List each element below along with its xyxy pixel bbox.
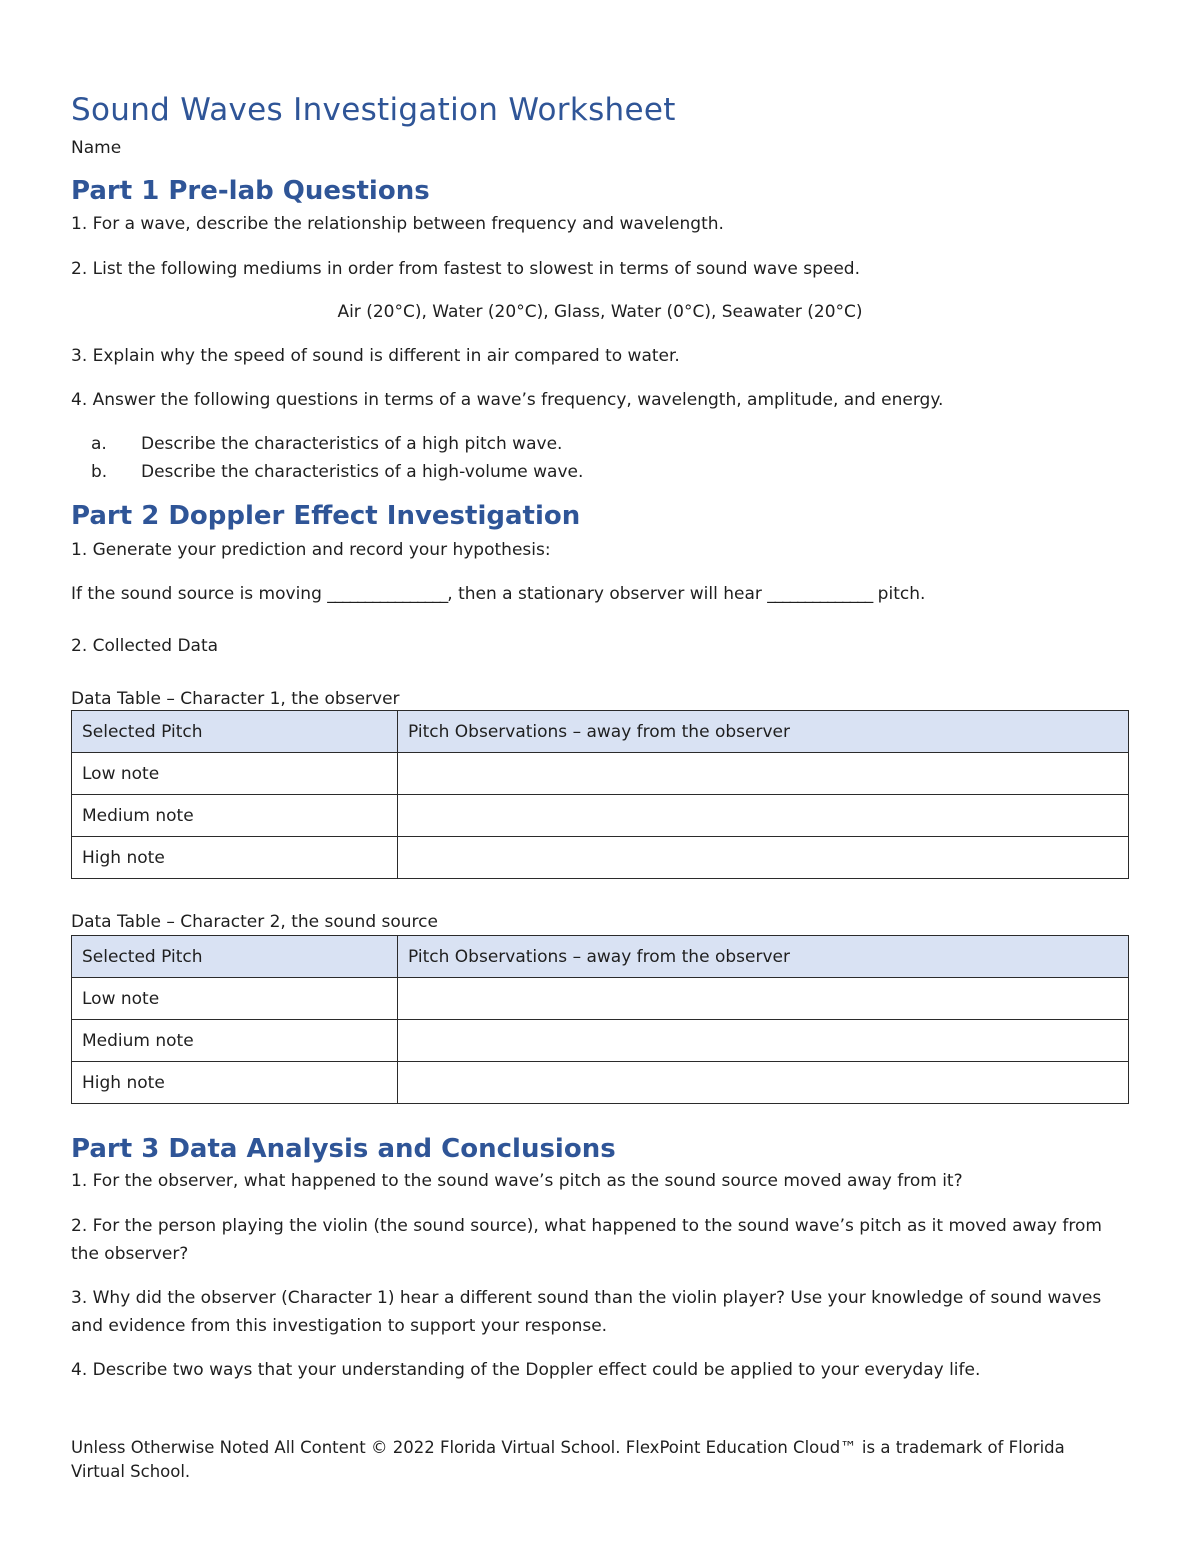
pitch-cell: High note [72,1062,398,1104]
pitch-cell: High note [72,837,398,879]
pitch-cell: Low note [72,978,398,1020]
observation-cell[interactable] [398,978,1129,1020]
table2-caption: Data Table – Character 2, the sound source [71,912,438,932]
part1-question-3: 3. Explain why the speed of sound is different in air compared to water. [71,346,680,366]
hypothesis-text: pitch. [872,584,926,604]
observation-cell[interactable] [398,837,1129,879]
hypothesis-blank-2[interactable]: ______________ [767,584,873,604]
part3-heading: Part 3 Data Analysis and Conclusions [71,1134,616,1164]
table-row [72,1020,1129,1062]
part1-heading: Part 1 Pre-lab Questions [71,176,430,206]
observation-cell[interactable] [398,1062,1129,1104]
mediums-list: Air (20°C), Water (20°C), Glass, Water (0°C), Seawater (20°C) [337,302,863,322]
column-header: Pitch Observations – away from the observer [398,936,1129,978]
column-header: Pitch Observations – away from the observer [398,711,1129,753]
observation-cell[interactable] [398,1020,1129,1062]
part1-question-4b: b. Describe the characteristics of a high-volume wave. [91,462,584,482]
copyright-footer: Unless Otherwise Noted All Content © 2022 Florida Virtual School. FlexPoint Education Cloud™ is a trademark of Florida Virtual School. [71,1438,1065,1481]
column-header: Selected Pitch [72,936,398,978]
table-row [72,1062,1129,1104]
pitch-cell: Low note [72,753,398,795]
observation-cell[interactable] [398,795,1129,837]
sub-question-text: Describe the characteristics of a high pitch wave. [141,434,563,454]
part2-question-2: 2. Collected Data [71,636,219,656]
part3-question-4: 4. Describe two ways that your understanding of the Doppler effect could be applied to your everyday life. [71,1360,981,1380]
name-label: Name [71,138,122,158]
column-header: Selected Pitch [72,711,398,753]
table1-caption: Data Table – Character 1, the observer [71,689,400,709]
pitch-cell: Medium note [72,795,398,837]
part1-question-1: 1. For a wave, describe the relationship between frequency and wavelength. [71,214,724,234]
part3-question-3: 3. Why did the observer (Character 1) hear a different sound than the violin player? Use your knowledge of sound waves and evidence from this investigation to support your response. [71,1288,1102,1336]
part1-question-4: 4. Answer the following questions in terms of a wave’s frequency, wavelength, amplitude, and energy. [71,390,944,410]
page-title: Sound Waves Investigation Worksheet [71,92,676,128]
part1-question-2: 2. List the following mediums in order from fastest to slowest in terms of sound wave speed. [71,259,860,279]
part1-question-4a: a. Describe the characteristics of a high pitch wave. [91,434,563,454]
hypothesis-text: If the sound source is moving [71,584,328,604]
table-row [72,978,1129,1020]
observer-data-table [71,710,1129,879]
hypothesis-statement [71,583,925,605]
hypothesis-text: , then a stationary observer will hear [447,584,768,604]
observation-cell[interactable] [398,753,1129,795]
part3-question-1: 1. For the observer, what happened to the sound wave’s pitch as the sound source moved away from it? [71,1171,963,1191]
table-row [72,753,1129,795]
part3-question-2: 2. For the person playing the violin (the sound source), what happened to the sound wave’s pitch as it moved away from the observer? [71,1216,1102,1264]
part2-heading: Part 2 Doppler Effect Investigation [71,501,581,531]
table-row [72,837,1129,879]
part2-question-1: 1. Generate your prediction and record your hypothesis: [71,540,551,560]
hypothesis-blank-1[interactable]: ________________ [327,584,448,604]
table-header-row [72,936,1129,978]
pitch-cell: Medium note [72,1020,398,1062]
source-data-table [71,935,1129,1104]
table-row [72,795,1129,837]
sub-question-text: Describe the characteristics of a high-volume wave. [141,462,584,482]
table-header-row [72,711,1129,753]
